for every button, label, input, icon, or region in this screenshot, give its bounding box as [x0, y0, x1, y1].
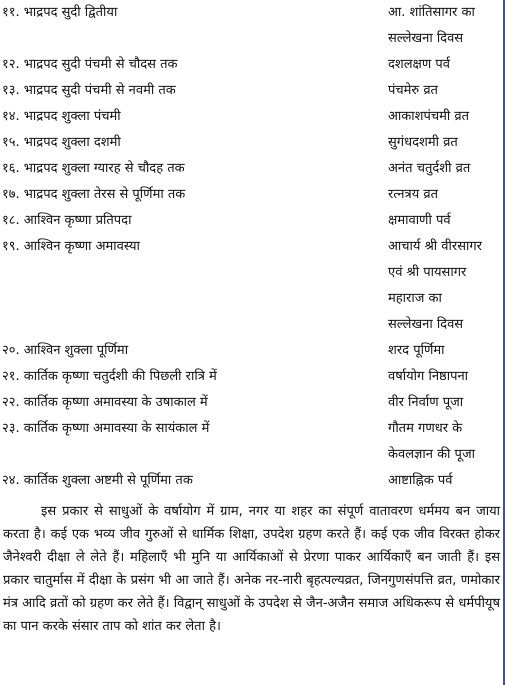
- observance-date: २०. आश्विन शुक्ला पूर्णिमा: [2, 343, 129, 358]
- list-row-13: [0, 78, 503, 104]
- list-row-11-cont: [0, 26, 503, 52]
- observance-date: १४. भाद्रपद शुक्ला पंचमी: [2, 109, 121, 124]
- observance-name: सल्लेखना दिवस: [388, 31, 464, 46]
- list-row-24: [0, 468, 503, 494]
- list-row-19-cont-2: [0, 286, 503, 312]
- observance-date: १२. भाद्रपद सुदी पंचमी से चौदस तक: [2, 57, 178, 72]
- observance-date: ११. भाद्रपद सुदी द्वितीया: [2, 5, 118, 20]
- observance-name: रत्नत्रय व्रत: [388, 187, 439, 202]
- observance-name: आकाशपंचमी व्रत: [388, 109, 470, 124]
- observance-name: पंचमेरु व्रत: [388, 83, 438, 98]
- observance-name: एवं श्री पायसागर: [388, 265, 467, 280]
- observance-date: १६. भाद्रपद शुक्ला ग्यारह से चौदह तक: [2, 161, 185, 176]
- observance-name: केवलज्ञान की पूजा: [388, 447, 475, 462]
- observance-name: क्षमावाणी पर्व: [388, 213, 451, 228]
- observance-name: दशलक्षण पर्व: [388, 57, 451, 72]
- observance-date: १७. भाद्रपद शुक्ला तेरस से पूर्णिमा तक: [2, 187, 186, 202]
- list-row-22: [0, 390, 503, 416]
- observance-name: सुगंधदशमी व्रत: [388, 135, 458, 150]
- observance-date: २३. कार्तिक कृष्णा अमावस्या के सायंकाल में: [2, 421, 210, 436]
- observance-name: महाराज का: [388, 291, 442, 306]
- body-paragraph: इस प्रकार से साधुओं के वर्षायोग में ग्राम, नगर या शहर का संपूर्ण वातावरण धर्ममय बन जाया करता है। कई एक भव्य जीव गुरुओं से धार्मिक शिक्षा, उपदेश ग्रहण करते हैं। कई एक जीव विरक्त होकर जैनेश्वरी दीक्षा ले लेते हैं। महिलाएँ भी मुनि या आर्यिकाओं से प्रेरणा पाकर आर्यिकाएँ बन जाती हैं। इस प्रकार चातुर्मास में दीक्षा के प्रसंग भी आ जाते हैं। अनेक नर-नारी बृहत्पल्यव्रत, जिनगुणसंपत्ति व्रत, णमोकार मंत्र आदि व्रतों को ग्रहण कर लेते हैं। विद्वान् साधुओं के उपदेश से जैन-अजैन समाज अधिकरूप से धर्मपीयूष का पान करके संसार ताप को शांत कर लेता है।: [3, 504, 500, 634]
- observance-date: २२. कार्तिक कृष्णा अमावस्या के उषाकाल में: [2, 395, 208, 410]
- list-row-23-cont: [0, 442, 503, 468]
- list-row-11: [0, 0, 503, 26]
- observance-name: गौतम गणधर के: [388, 421, 463, 436]
- list-row-19-cont-1: [0, 260, 503, 286]
- observance-name: शरद पूर्णिमा: [388, 343, 445, 358]
- list-row-21: [0, 364, 503, 390]
- observance-name: सल्लेखना दिवस: [388, 317, 464, 332]
- list-row-19-cont-3: [0, 312, 503, 338]
- observance-name: आष्टाह्निक पर्व: [388, 473, 453, 488]
- list-row-19: [0, 234, 503, 260]
- observance-date: २४. कार्तिक शुक्ला अष्टमी से पूर्णिमा तक: [2, 473, 193, 488]
- observance-date: १८. आश्विन कृष्णा प्रतिपदा: [2, 213, 132, 228]
- observance-date: २१. कार्तिक कृष्णा चतुर्दशी की पिछली रात्रि में: [2, 369, 217, 384]
- list-row-12: [0, 52, 503, 78]
- list-row-14: [0, 104, 503, 130]
- observance-name: वीर निर्वाण पूजा: [388, 395, 464, 410]
- observance-date: १५. भाद्रपद शुक्ला दशमी: [2, 135, 121, 150]
- list-row-15: [0, 130, 503, 156]
- observance-name: आ. शांतिसागर का: [388, 5, 475, 20]
- list-row-16: [0, 156, 503, 182]
- list-row-20: [0, 338, 503, 364]
- list-row-23: [0, 416, 503, 442]
- observance-name: वर्षायोग निष्ठापना: [388, 369, 469, 384]
- observance-date: १९. आश्विन कृष्णा अमावस्या: [2, 239, 140, 254]
- list-row-18: [0, 208, 503, 234]
- list-row-17: [0, 182, 503, 208]
- observance-name: अनंत चतुर्दशी व्रत: [388, 161, 471, 176]
- observance-name: आचार्य श्री वीरसागर: [388, 239, 482, 254]
- observance-date: १३. भाद्रपद सुदी पंचमी से नवमी तक: [2, 83, 176, 98]
